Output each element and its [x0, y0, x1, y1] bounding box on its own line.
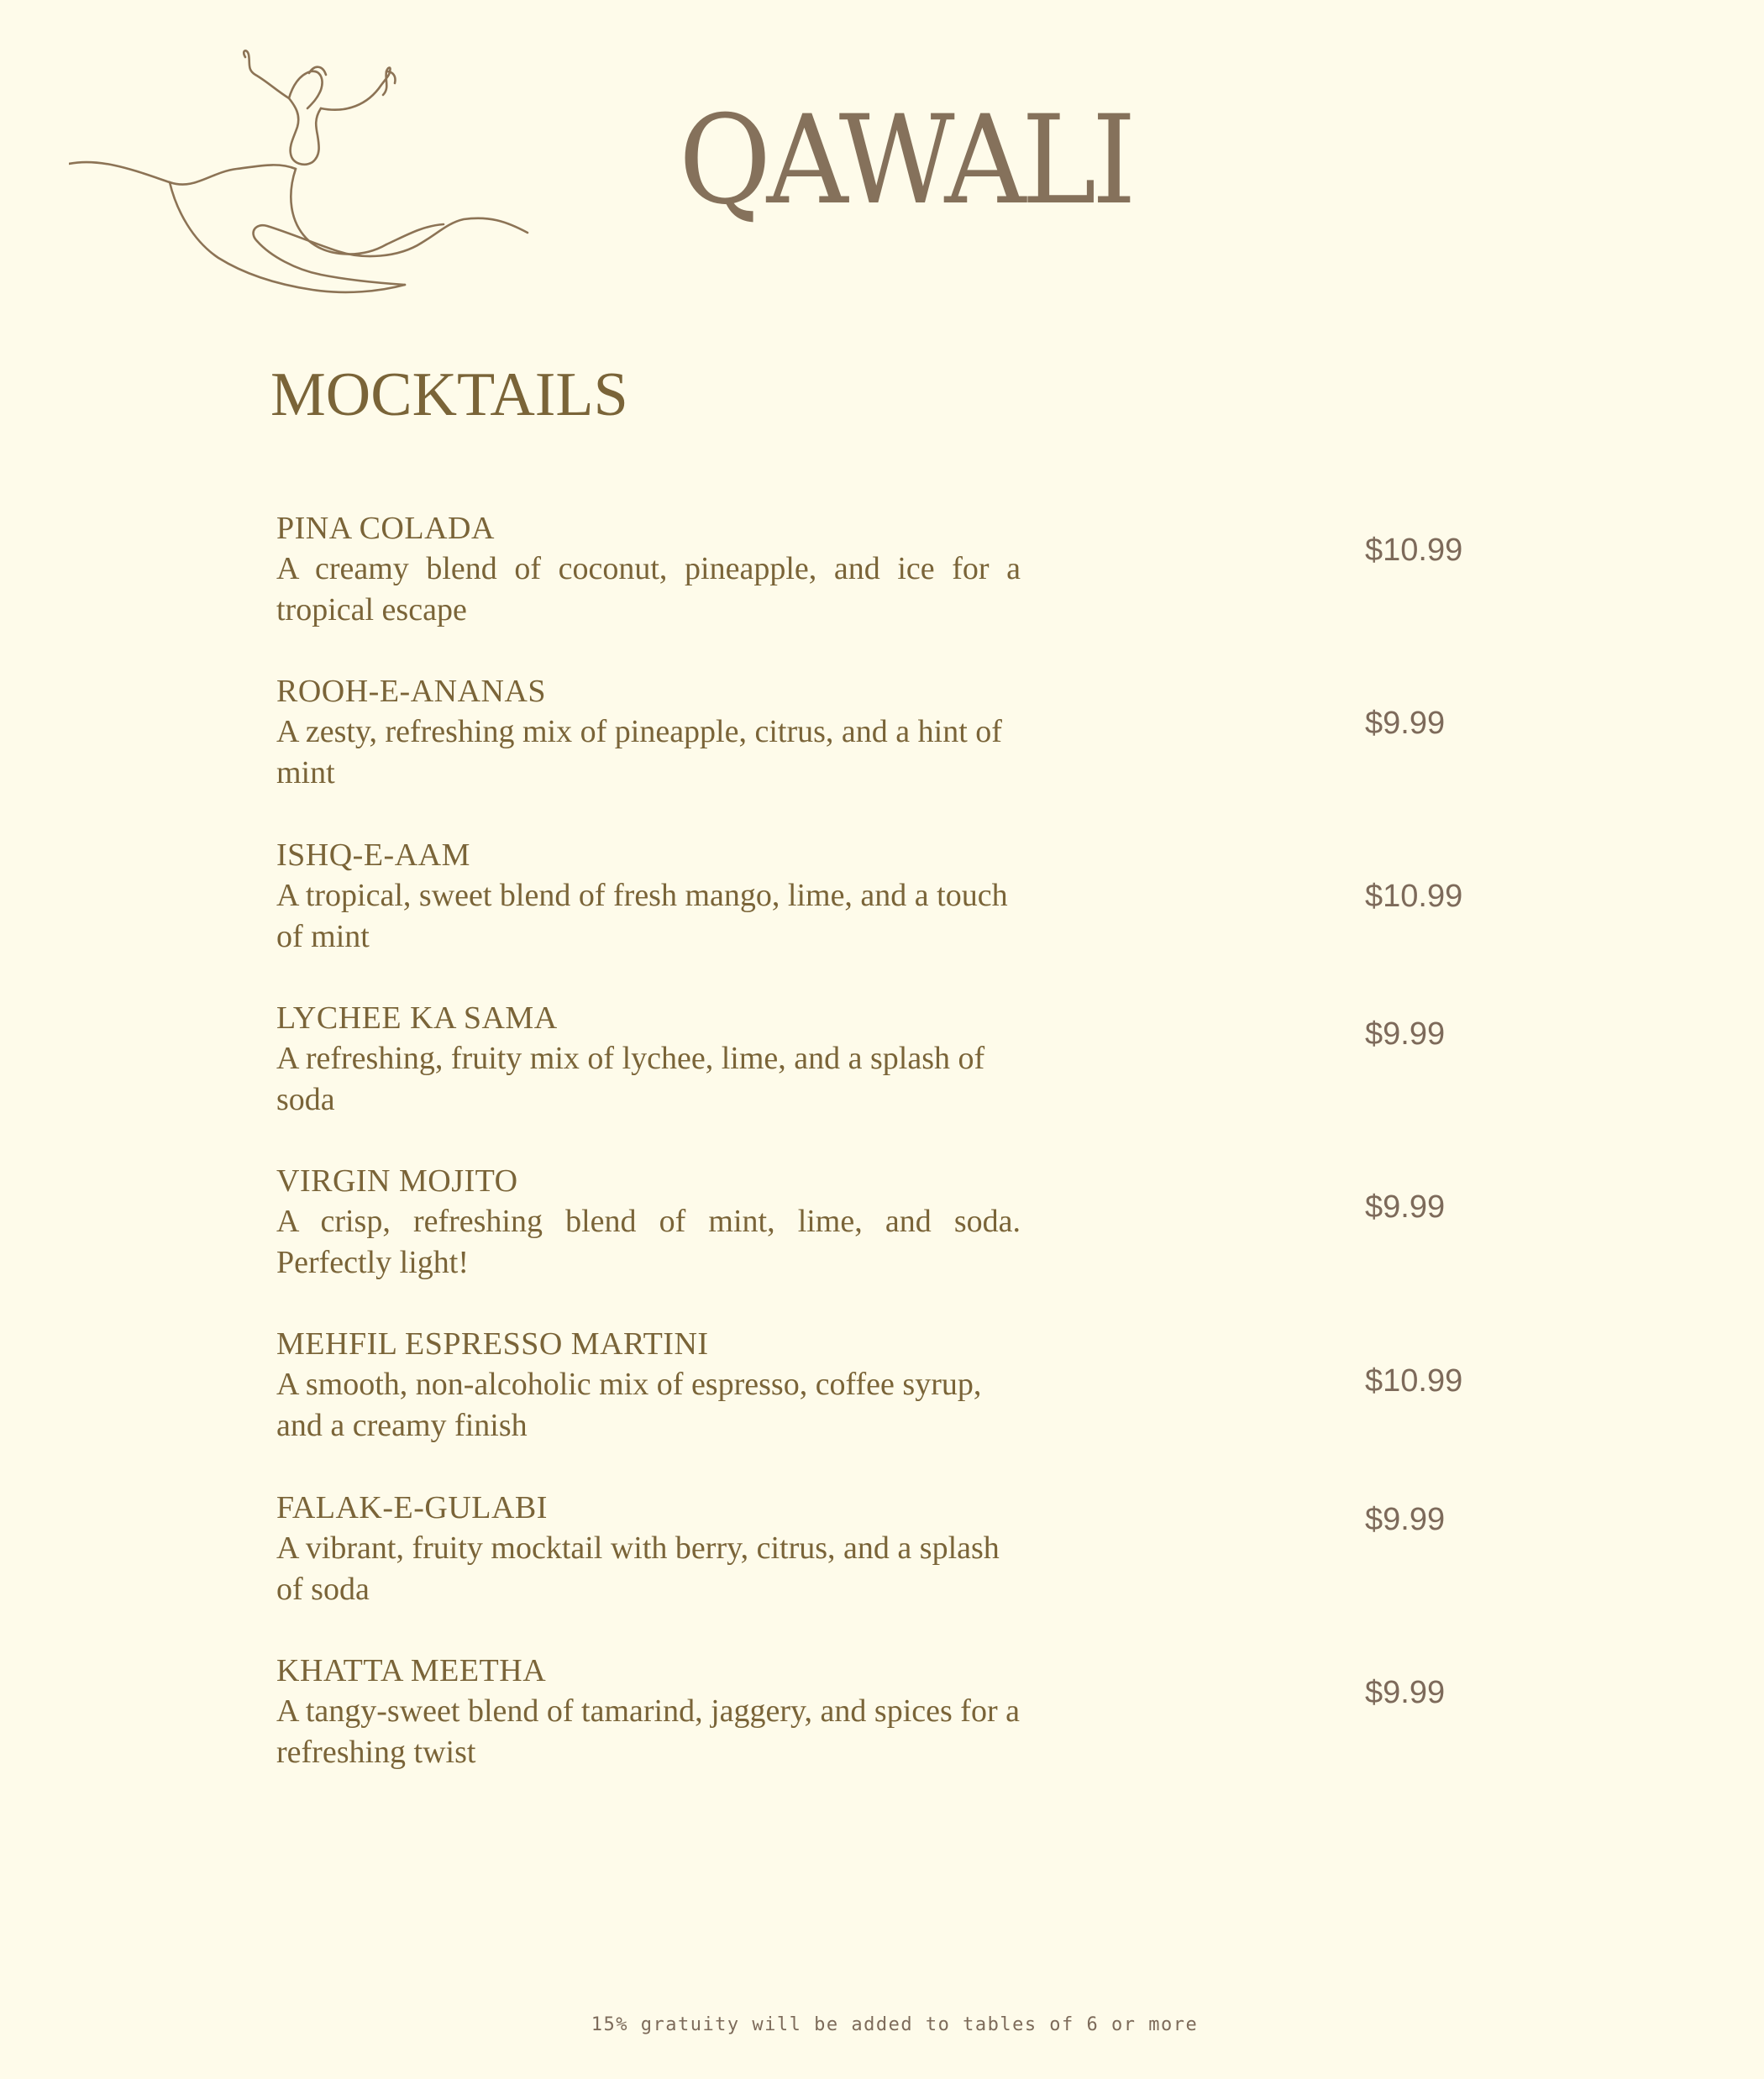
menu-item: [276, 998, 1021, 1121]
item-description: A crisp, refreshing blend of mint, lime, and soda. Perfectly light!: [276, 1204, 1021, 1280]
menu-item: [276, 1324, 1021, 1446]
item-description: A tangy-sweet blend of tamarind, jaggery, and spices for a refreshing twist: [276, 1693, 1020, 1770]
menu-item: [276, 1488, 1021, 1610]
item-name: FALAK-E-GULABI: [276, 1490, 548, 1525]
whirling-dervish-line-art-icon: [69, 46, 539, 307]
item-description: A vibrant, fruity mocktail with berry, citrus, and a splash of soda: [276, 1530, 1000, 1607]
item-name: ISHQ-E-AAM: [276, 837, 470, 873]
menu-item: [276, 1161, 1021, 1284]
item-name: PINA COLADA: [276, 511, 495, 546]
item-price: $9.99: [1365, 1189, 1446, 1225]
item-description: A refreshing, fruity mix of lychee, lime, and a splash of soda: [276, 1041, 985, 1117]
item-name: ROOH-E-ANANAS: [276, 674, 547, 709]
item-description: A tropical, sweet blend of fresh mango, lime, and a touch of mint: [276, 878, 1008, 954]
item-price: $9.99: [1365, 1675, 1446, 1710]
item-price: $10.99: [1365, 533, 1463, 568]
item-description: A smooth, non-alcoholic mix of espresso, coffee syrup, and a creamy finish: [276, 1367, 982, 1443]
menu-item: [276, 508, 1021, 631]
menu-item: [276, 671, 1021, 794]
item-name: VIRGIN MOJITO: [276, 1163, 518, 1199]
item-description: A zesty, refreshing mix of pineapple, citrus, and a hint of mint: [276, 714, 1002, 790]
gratuity-note: 15% gratuity will be added to tables of 6 or more: [591, 2014, 1199, 2035]
menu-item: [276, 835, 1021, 958]
item-price: $9.99: [1365, 1502, 1446, 1537]
item-name: LYCHEE KA SAMA: [276, 1000, 558, 1036]
item-name: KHATTA MEETHA: [276, 1653, 547, 1688]
item-price: $10.99: [1365, 879, 1463, 914]
brand-name: QAWALI: [679, 89, 1132, 232]
section-title: MOCKTAILS: [270, 360, 628, 429]
item-name: MEHFIL ESPRESSO MARTINI: [276, 1326, 709, 1362]
item-description: A creamy blend of coconut, pineapple, and ice for a tropical escape: [276, 551, 1021, 627]
item-price: $10.99: [1365, 1363, 1463, 1399]
menu-item: [276, 1651, 1021, 1773]
item-price: $9.99: [1365, 1016, 1446, 1052]
item-price: $9.99: [1365, 706, 1446, 741]
